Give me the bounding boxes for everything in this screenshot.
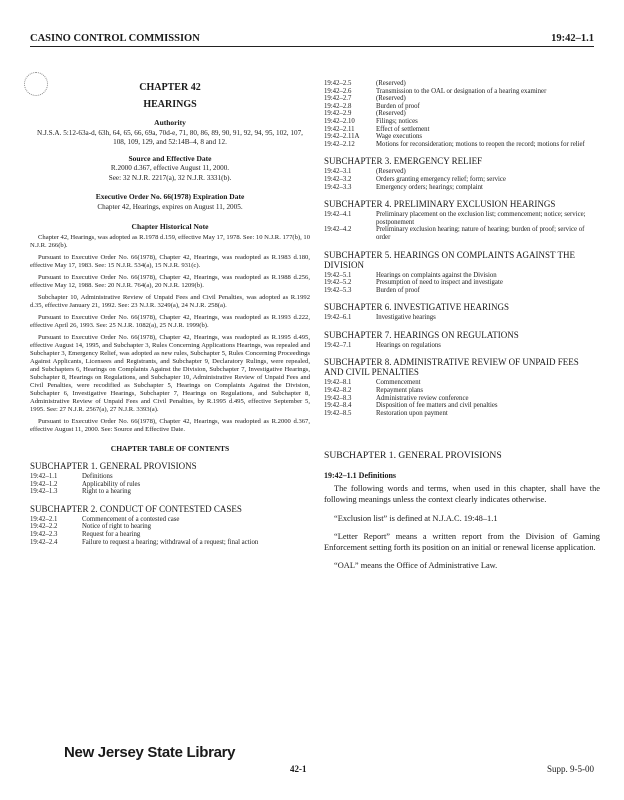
section-number: 19:42–2.9	[324, 110, 352, 118]
toc-row	[30, 523, 310, 531]
toc-subchapter-3: SUBCHAPTER 3. EMERGENCY RELIEF	[324, 156, 483, 167]
body-subchapter-heading: SUBCHAPTER 1. GENERAL PROVISIONS	[324, 450, 502, 462]
definition-letter-report: “Letter Report” means a written report from the Division of Gaming Enforcement setting forth its position on an initial or renewal license application.	[324, 532, 600, 552]
section-number: 19:42–1.3	[30, 488, 58, 496]
section-number: 19:42–3.1	[324, 168, 352, 176]
toc-row	[324, 379, 600, 387]
section-number: 19:42–5.1	[324, 271, 352, 279]
history-note: Pursuant to Executive Order No. 66(1978), Chapter 42, Hearings, was readopted as R.1995 d.495, effective August 14, 1995, and Subchapter 3, Rules Concerning Applications Hearings, was repealed and Subchapter 3, Emergency Relief, was adopted as new rules, Subchapter 5, Rules Concerning Proceedings Against Applicants, Licensees and Registrants, and Subchapter 9, Declaratory Rulings, were repealed, and Subchapters 6, Hearings on Complaints Against the Division, Subchapter 7, Investigative Hearings, Subchapter 8, Hearings on Regulations, and Subchapter 10, Administrative Review of Unpaid Fees and Civil Penalties, were recodified as Subchapter 5, Hearings on Complaints Against the Division, Subchapter 6, Investigative Hearings, Subchapter 7, Hearings on Regulations, and Subchapter 8, Administrative Review of Unpaid Fees and Civil Penalties, by R.1995 d.495, effective September 5, 1995. See: 27 N.J.R. 2567(a), 27 N.J.R. 3393(a).	[30, 333, 310, 413]
section-title: Request for a hearing	[82, 530, 141, 538]
toc-row	[30, 488, 310, 496]
toc-row	[324, 314, 600, 322]
section-title: Presumption of need to inspect and investigate	[376, 279, 503, 287]
history-note: Subchapter 10, Administrative Review of Unpaid Fees and Civil Penalties, was adopted as R.1992 d.35, effective January 21, 1992. See: 23 N.J.R. 3249(a), 24 N.J.R. 258(a).	[30, 293, 310, 309]
section-number: 19:42–2.6	[324, 87, 352, 95]
definition-oal: “OAL” means the Office of Administrative Law.	[334, 561, 498, 571]
chapter-title: HEARINGS	[143, 99, 197, 110]
definitions-intro: The following words and terms, when used in this chapter, shall have the following meanings unless the context clearly indicates otherwise.	[324, 484, 600, 505]
section-number: 19:42–8.1	[324, 379, 352, 387]
section-number: 19:42–2.1	[30, 515, 58, 523]
section-number: 19:42–2.3	[30, 530, 58, 538]
section-number: 19:42–2.8	[324, 102, 352, 110]
toc-row	[324, 141, 600, 149]
section-title: Investigative hearings	[376, 314, 436, 322]
toc-subchapter-4: SUBCHAPTER 4. PRELIMINARY EXCLUSION HEARINGS	[324, 199, 556, 210]
section-title: Applicability of rules	[82, 480, 141, 488]
exec-order-heading: Executive Order No. 66(1978) Expiration Date	[95, 192, 245, 202]
toc-row	[324, 226, 600, 241]
section-title: Restoration upon payment	[376, 409, 448, 417]
section-number: 19:42–2.11A	[324, 133, 360, 141]
toc-row	[30, 481, 310, 489]
section-title: Burden of proof	[376, 286, 420, 294]
toc-list-sub6	[324, 314, 600, 322]
right-column	[324, 80, 600, 580]
toc-row	[324, 133, 600, 141]
library-stamp: New Jersey State Library	[64, 744, 236, 761]
toc-row	[324, 168, 600, 176]
toc-row	[324, 126, 600, 134]
section-number: 19:42–2.5	[324, 80, 352, 87]
section-title: (Reserved)	[376, 80, 406, 87]
toc-row	[30, 516, 310, 524]
supplement-date: Supp. 9-5-00	[547, 764, 594, 774]
toc-row	[324, 272, 600, 280]
section-title: Orders granting emergency relief; form; service	[376, 175, 506, 183]
section-number: 19:42–2.12	[324, 140, 355, 148]
toc-row	[324, 184, 600, 192]
toc-row	[324, 118, 600, 126]
toc-subchapter-6: SUBCHAPTER 6. INVESTIGATIVE HEARINGS	[324, 302, 510, 313]
toc-subchapter-8: SUBCHAPTER 8. ADMINISTRATIVE REVIEW OF UNPAID FEES AND CIVIL PENALTIES	[324, 357, 579, 378]
toc-row	[324, 279, 600, 287]
toc-row	[30, 531, 310, 539]
section-title: Effect of settlement	[376, 125, 430, 133]
toc-subchapter-1: SUBCHAPTER 1. GENERAL PROVISIONS	[30, 460, 197, 471]
toc-row	[324, 176, 600, 184]
toc-row	[324, 342, 600, 350]
section-title: Hearings on complaints against the Division	[376, 271, 497, 279]
history-note: Pursuant to Executive Order No. 66(1978), Chapter 42, Hearings, was readopted as R.2000 d.367, effective August 11, 2000. See: Source and Effective Date.	[30, 417, 310, 433]
toc-heading: CHAPTER TABLE OF CONTENTS	[110, 443, 230, 453]
section-title: Transmission to the OAL or designation of a hearing examiner	[376, 87, 547, 95]
definition-exclusion-list: “Exclusion list” is defined at N.J.A.C. 19:48–1.1	[334, 513, 498, 523]
toc-list-sub5	[324, 272, 600, 295]
history-note: Chapter 42, Hearings, was adopted as R.1978 d.159, effective May 17, 1978. See: 10 N.J.R. 177(b), 10 N.J.R. 266(b).	[30, 233, 310, 249]
section-number: 19:42–2.11	[324, 125, 355, 133]
toc-row	[324, 110, 600, 118]
toc-list-sub1	[30, 473, 310, 496]
toc-list-sub2-cont	[324, 80, 600, 148]
toc-subchapter-5: SUBCHAPTER 5. HEARINGS ON COMPLAINTS AGAINST THE DIVISION	[324, 249, 575, 270]
section-number: 19:42–8.4	[324, 402, 352, 410]
section-number: 19:42–4.1	[324, 211, 352, 219]
section-title: Administrative review conference	[376, 394, 469, 402]
toc-row	[324, 80, 600, 88]
section-number: 19:42–4.2	[324, 226, 352, 234]
section-number: 19:42–8.2	[324, 387, 352, 395]
header-section: 19:42–1.1	[551, 33, 594, 44]
section-title: (Reserved)	[376, 95, 406, 103]
section-title: Definitions	[82, 472, 113, 480]
section-title: Emergency orders; hearings; complaint	[376, 183, 483, 191]
toc-row	[324, 395, 600, 403]
section-number: 19:42–7.1	[324, 341, 352, 349]
section-number: 19:42–8.3	[324, 394, 352, 402]
exec-order-text: Chapter 42, Hearings, expires on August 11, 2005.	[97, 203, 243, 212]
toc-subchapter-7: SUBCHAPTER 7. HEARINGS ON REGULATIONS	[324, 329, 519, 340]
toc-list-sub2	[30, 516, 310, 546]
history-heading: Chapter Historical Note	[131, 221, 209, 231]
left-column	[30, 58, 310, 546]
section-title: Commencement of a contested case	[82, 515, 180, 523]
section-number: 19:42–5.3	[324, 286, 352, 294]
chapter-number: CHAPTER 42	[139, 82, 201, 93]
authority-heading: Authority	[154, 118, 186, 127]
definitions-heading: 19:42–1.1 Definitions	[324, 471, 396, 481]
history-note: Pursuant to Executive Order No. 66(1978), Chapter 42, Hearings, was readopted as R.1993 d.222, effective April 26, 1993. See: 25 N.J.R. 1082(a), 25 N.J.R. 1999(b).	[30, 313, 310, 329]
toc-subchapter-2: SUBCHAPTER 2. CONDUCT OF CONTESTED CASES	[30, 503, 242, 514]
toc-row	[324, 88, 600, 96]
toc-list-sub4	[324, 211, 600, 241]
authority-text: N.J.S.A. 5:12-63a-d, 63h, 64, 65, 66, 69a, 70d-e, 71, 80, 86, 89, 90, 91, 92, 94, 95, 102, 107, 108, 109, 129, and 52:14B–4, 8 and 12.	[37, 129, 303, 146]
section-title: (Reserved)	[376, 168, 406, 176]
section-number: 19:42–2.2	[30, 523, 58, 531]
toc-row	[324, 103, 600, 111]
section-title: Disposition of fee matters and civil penalties	[376, 402, 498, 410]
toc-row	[324, 402, 600, 410]
section-title: Failure to request a hearing; withdrawal of a request; final action	[82, 538, 259, 546]
history-note: Pursuant to Executive Order No. 66(1978), Chapter 42, Hearings, was readopted as R.1988 d.256, effective May 12, 1988. See: 20 N.J.R. 764(a), 20 N.J.R. 1209(b).	[30, 273, 310, 289]
section-title: Motions for reconsideration; motions to reopen the record; motions for relief	[376, 140, 585, 148]
toc-row	[324, 95, 600, 103]
source-line-2: See: 32 N.J.R. 2217(a), 32 N.J.R. 3331(b).	[108, 173, 232, 182]
toc-list-sub3	[324, 168, 600, 191]
section-number: 19:42–5.2	[324, 279, 352, 287]
source-heading: Source and Effective Date	[128, 154, 212, 164]
section-title: Repayment plans	[376, 387, 424, 395]
toc-row	[30, 473, 310, 481]
section-title: Preliminary exclusion hearing; nature of hearing; burden of proof; service of order	[376, 226, 585, 241]
section-title: (Reserved)	[376, 110, 406, 118]
section-number: 19:42–3.3	[324, 183, 352, 191]
toc-row	[324, 211, 600, 226]
section-number: 19:42–2.10	[324, 117, 355, 125]
section-number: 19:42–1.2	[30, 480, 58, 488]
page-number: 42-1	[290, 764, 307, 774]
section-title: Burden of proof	[376, 102, 420, 110]
section-title: Commencement	[376, 379, 421, 387]
toc-list-sub8	[324, 379, 600, 417]
section-number: 19:42–8.5	[324, 409, 352, 417]
section-title: Wage executions	[376, 133, 423, 141]
toc-row	[324, 410, 600, 418]
header-agency: CASINO CONTROL COMMISSION	[30, 33, 200, 44]
section-number: 19:42–2.7	[324, 95, 352, 103]
section-title: Preliminary placement on the exclusion list; commencement; notice; service; postponement	[376, 211, 586, 226]
history-notes	[30, 234, 310, 434]
section-title: Filings; notices	[376, 117, 418, 125]
section-title: Notice of right to hearing	[82, 523, 152, 531]
section-number: 19:42–3.2	[324, 175, 352, 183]
section-number: 19:42–1.1	[30, 472, 58, 480]
source-line-1: R.2000 d.367, effective August 11, 2000.	[110, 164, 230, 173]
toc-row	[30, 539, 310, 547]
toc-row	[324, 387, 600, 395]
section-number: 19:42–6.1	[324, 314, 352, 322]
history-note: Pursuant to Executive Order No. 66(1978), Chapter 42, Hearings, was readopted as R.1983 d.180, effective May 17, 1983. See: 15 N.J.R. 534(a), 15 N.J.R. 931(c).	[30, 253, 310, 269]
section-title: Right to a hearing	[82, 488, 131, 496]
toc-row	[324, 287, 600, 295]
running-header	[30, 30, 594, 47]
section-number: 19:42–2.4	[30, 538, 58, 546]
section-title: Hearings on regulations	[376, 341, 441, 349]
toc-list-sub7	[324, 342, 600, 350]
